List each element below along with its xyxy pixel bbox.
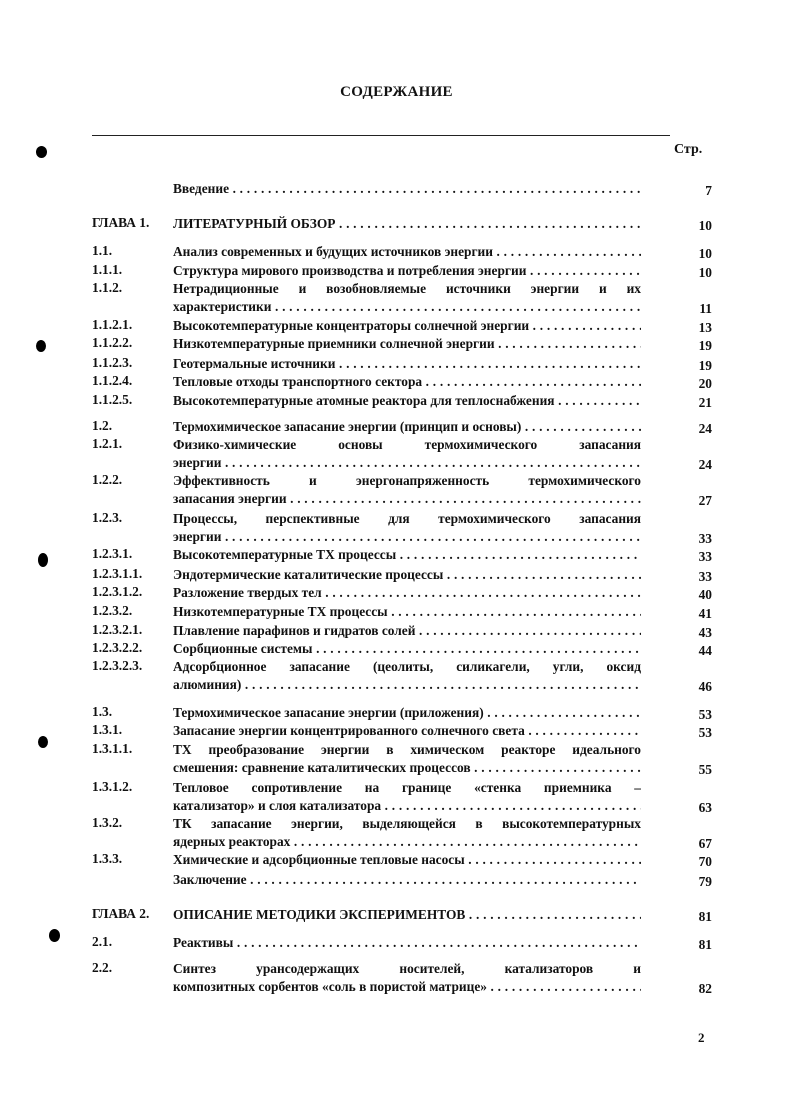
punch-hole-mark xyxy=(36,340,46,352)
toc-entry-number: 1.1.1. xyxy=(92,262,123,277)
toc-entry-page: 40 xyxy=(698,587,712,602)
toc-entry-number: 1.2.3.1.2. xyxy=(92,584,143,599)
toc-entry-title xyxy=(173,373,641,391)
toc-entry-title-line: Геотермальные источники . . . xyxy=(173,355,641,373)
toc-entry-title-line: Эндотермические каталитические процессы . . . xyxy=(173,566,641,584)
toc-entry-number: 1.2.2. xyxy=(92,472,123,487)
toc-entry-title-line: ядерных реакторах . . . xyxy=(173,833,641,851)
toc-entry-number: 1.2.3.2.2. xyxy=(92,640,143,655)
toc-entry-page: 10 xyxy=(698,218,712,233)
toc-entry-page: 63 xyxy=(698,800,712,815)
toc-entry-title xyxy=(173,317,641,335)
toc-entry-number: 1.3.1. xyxy=(92,722,123,737)
toc-entry-page: 53 xyxy=(698,725,712,740)
toc-entry-number: 1.2.3.2. xyxy=(92,603,133,618)
toc-entry-title xyxy=(173,418,641,436)
toc-entry-number: ГЛАВА 1. xyxy=(92,215,150,230)
toc-entry-title-line: ТК запасание энергии, выделяющейся в высокотемпературных xyxy=(173,816,641,831)
toc-entry-title xyxy=(173,851,641,869)
toc-entry-page: 44 xyxy=(698,643,712,658)
toc-entry-number: 1.2.3. xyxy=(92,510,123,525)
toc-entry-number: 1.3. xyxy=(92,704,113,719)
toc-entry-title-line: Термохимическое запасание энергии (приложения) . . . xyxy=(173,704,641,722)
toc-entry-number: 1.2.3.2.1. xyxy=(92,622,143,637)
toc-entry-title-line: композитных сорбентов «соль в пористой матрице» . . . xyxy=(173,978,641,996)
toc-entry-page: 13 xyxy=(698,320,712,335)
toc-entry-title xyxy=(173,262,641,280)
toc-entry-number: 1.2. xyxy=(92,418,113,433)
toc-entry-title xyxy=(173,960,641,996)
toc-entry-title xyxy=(173,215,641,233)
toc-entry-title-line: Заключение . . . xyxy=(173,871,641,889)
toc-entry-page: 81 xyxy=(698,937,712,952)
toc-entry-title xyxy=(173,934,641,952)
toc-entry-number: 1.3.1.1. xyxy=(92,741,133,756)
toc-entry-page: 55 xyxy=(698,762,712,777)
toc-entry-number: ГЛАВА 2. xyxy=(92,906,150,921)
toc-entry-page: 53 xyxy=(698,707,712,722)
toc-entry-title-line: Эффективность и энергонапряженность термохимического xyxy=(173,473,641,488)
toc-entry-title-line: Тепловое сопротивление на границе «стенка приемника – xyxy=(173,780,641,795)
toc-entry-title-line: алюминия) . . . xyxy=(173,676,641,694)
top-rule xyxy=(92,135,670,136)
toc-entry-page: 82 xyxy=(698,981,712,996)
toc-entry-title xyxy=(173,180,641,198)
toc-entry-title-line: энергии . . . xyxy=(173,454,641,472)
toc-entry-title xyxy=(173,280,641,316)
toc-entry-title-line: Сорбционные системы . . . xyxy=(173,640,641,658)
toc-entry-title-line: Химические и адсорбционные тепловые насосы . . . xyxy=(173,851,641,869)
toc-entry-title-line: Разложение твердых тел . . . xyxy=(173,584,641,602)
toc-entry-title xyxy=(173,906,641,924)
toc-entry-title xyxy=(173,603,641,621)
toc-entry-title-line: смешения: сравнение каталитических процессов . . . xyxy=(173,759,641,777)
toc-entry-title xyxy=(173,815,641,851)
toc-entry-title xyxy=(173,392,641,410)
toc-entry-title xyxy=(173,622,641,640)
toc-entry-title xyxy=(173,510,641,546)
toc-entry-title-line: Высокотемпературные концентраторы солнечной энергии . . . xyxy=(173,317,641,335)
toc-entry-title-line: Анализ современных и будущих источников энергии . . . xyxy=(173,243,641,261)
toc-entry-title xyxy=(173,779,641,815)
page-column-header: Стр. xyxy=(674,142,703,157)
toc-entry-number: 1.2.3.2.3. xyxy=(92,658,143,673)
toc-entry-title-line: энергии . . . xyxy=(173,528,641,546)
toc-entry-page: 27 xyxy=(698,493,712,508)
toc-entry-page: 33 xyxy=(698,569,712,584)
toc-entry-page: 33 xyxy=(698,549,712,564)
toc-entry-page: 11 xyxy=(699,301,712,316)
toc-entry-page: 10 xyxy=(698,265,712,280)
toc-entry-number: 1.1.2.2. xyxy=(92,335,133,350)
toc-entry-title-line: ТХ преобразование энергии в химическом реакторе идеального xyxy=(173,742,641,757)
punch-hole-mark xyxy=(38,553,48,567)
toc-entry-number: 1.1.2. xyxy=(92,280,123,295)
toc-entry-page: 67 xyxy=(698,836,712,851)
toc-entry-title-line: Плавление парафинов и гидратов солей . . . xyxy=(173,622,641,640)
toc-entry-title xyxy=(173,704,641,722)
toc-entry-title xyxy=(173,335,641,353)
toc-entry-page: 24 xyxy=(698,457,712,472)
toc-entry-number: 1.1. xyxy=(92,243,113,258)
toc-entry-title xyxy=(173,640,641,658)
toc-entry-title xyxy=(173,566,641,584)
toc-entry-title-line: Термохимическое запасание энергии (принцип и основы) . . . xyxy=(173,418,641,436)
toc-entry-title xyxy=(173,658,641,694)
toc-entry-number: 1.1.2.3. xyxy=(92,355,133,370)
toc-entry-title-line: Нетрадиционные и возобновляемые источники энергии и их xyxy=(173,281,641,296)
toc-entry-page: 20 xyxy=(698,376,712,391)
toc-entry-title-line: катализатор» и слоя катализатора . . . xyxy=(173,797,641,815)
toc-entry-title-line: ОПИСАНИЕ МЕТОДИКИ ЭКСПЕРИМЕНТОВ . . . xyxy=(173,906,641,924)
toc-entry-title-line: запасания энергии . . . xyxy=(173,490,641,508)
toc-entry-title-line: Высокотемпературные атомные реактора для теплоснабжения . . . xyxy=(173,392,641,410)
toc-entry-page: 19 xyxy=(698,358,712,373)
toc-entry-page: 81 xyxy=(698,909,712,924)
toc-entry-number: 1.3.3. xyxy=(92,851,123,866)
toc-entry-number: 1.1.2.4. xyxy=(92,373,133,388)
toc-entry-title-line: Физико-химические основы термохимического запасания xyxy=(173,437,641,452)
toc-entry-title xyxy=(173,472,641,508)
toc-entry-title xyxy=(173,741,641,777)
toc-entry-number: 1.2.3.1. xyxy=(92,546,133,561)
toc-entry-title-line: Процессы, перспективные для термохимического запасания xyxy=(173,511,641,526)
toc-entry-title-line: Низкотемпературные ТХ процессы . . . xyxy=(173,603,641,621)
punch-hole-mark xyxy=(38,736,48,748)
toc-entry-title-line: Запасание энергии концентрированного солнечного света . . . xyxy=(173,722,641,740)
toc-entry-title xyxy=(173,436,641,472)
toc-entry-number: 1.1.2.5. xyxy=(92,392,133,407)
toc-entry-title xyxy=(173,546,641,564)
toc-entry-title-line: характеристики . . . xyxy=(173,298,641,316)
toc-entry-page: 79 xyxy=(698,874,712,889)
toc-entry-number: 2.2. xyxy=(92,960,113,975)
punch-hole-mark xyxy=(36,146,47,158)
toc-entry-page: 41 xyxy=(698,606,712,621)
toc-entry-title-line: Синтез урансодержащих носителей, катализаторов и xyxy=(173,961,641,976)
toc-entry-number: 1.3.2. xyxy=(92,815,123,830)
toc-entry-title xyxy=(173,584,641,602)
toc-entry-title-line: Структура мирового производства и потребления энергии . . . xyxy=(173,262,641,280)
toc-entry-title xyxy=(173,722,641,740)
toc-entry-title-line: Высокотемпературные ТХ процессы . . . xyxy=(173,546,641,564)
toc-entry-page: 70 xyxy=(698,854,712,869)
toc-entry-number: 1.2.3.1.1. xyxy=(92,566,143,581)
toc-entry-title-line: Низкотемпературные приемники солнечной энергии . . . xyxy=(173,335,641,353)
page-title: СОДЕРЖАНИЕ xyxy=(340,84,453,100)
toc-entry-title-line: ЛИТЕРАТУРНЫЙ ОБЗОР . . . xyxy=(173,215,641,233)
toc-entry-page: 46 xyxy=(698,679,712,694)
toc-entry-number: 1.2.1. xyxy=(92,436,123,451)
toc-entry-title-line: Введение . . . xyxy=(173,180,641,198)
toc-entry-title xyxy=(173,355,641,373)
toc-entry-title-line: Адсорбционное запасание (цеолиты, силикагели, угли, оксид xyxy=(173,659,641,674)
toc-entry-page: 21 xyxy=(698,395,712,410)
toc-entry-number: 1.3.1.2. xyxy=(92,779,133,794)
toc-entry-title xyxy=(173,871,641,889)
toc-entry-page: 33 xyxy=(698,531,712,546)
toc-entry-title-line: Тепловые отходы транспортного сектора . . . xyxy=(173,373,641,391)
toc-entry-page: 19 xyxy=(698,338,712,353)
punch-hole-mark xyxy=(49,929,60,942)
toc-entry-page: 24 xyxy=(698,421,712,436)
page-number: 2 xyxy=(698,1030,705,1045)
toc-entry-title xyxy=(173,243,641,261)
toc-entry-page: 10 xyxy=(698,246,712,261)
toc-entry-title-line: Реактивы . . . xyxy=(173,934,641,952)
toc-entry-number: 1.1.2.1. xyxy=(92,317,133,332)
toc-entry-number: 2.1. xyxy=(92,934,113,949)
toc-entry-page: 7 xyxy=(705,183,712,198)
toc-entry-page: 43 xyxy=(698,625,712,640)
